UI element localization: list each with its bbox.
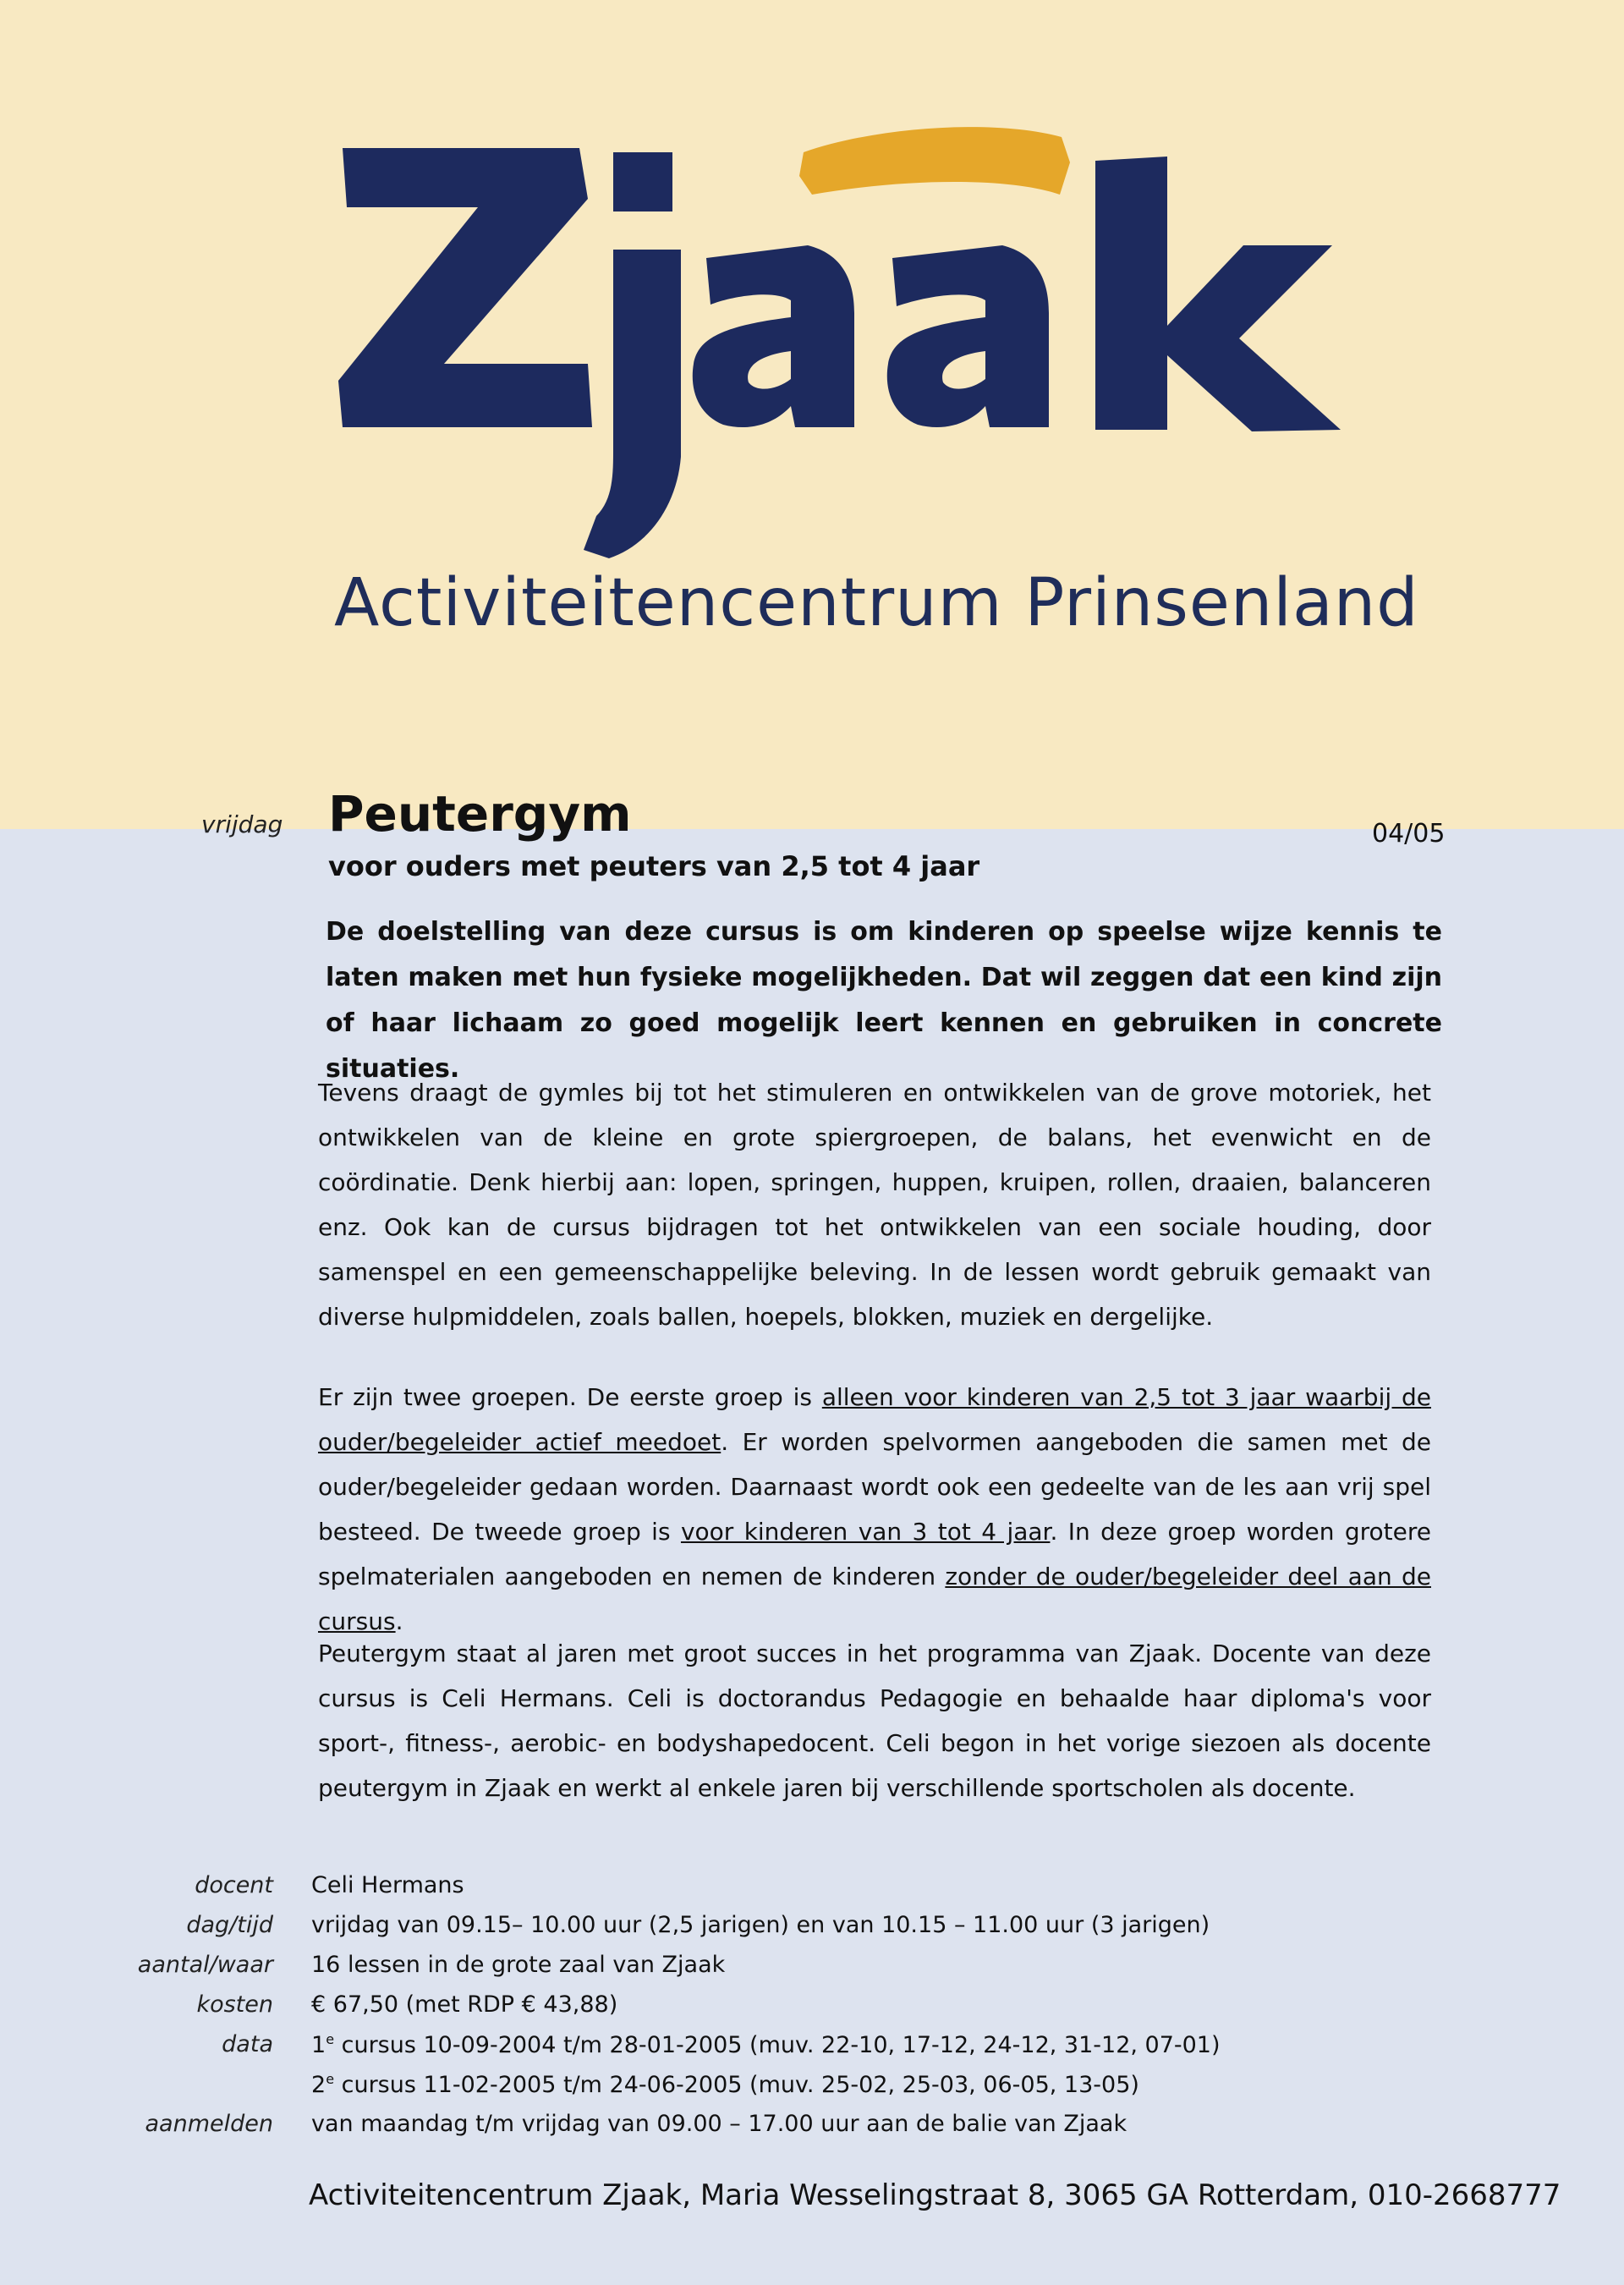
paragraph-groepen: Er zijn twee groepen. De eerste groep is alleen voor kinderen van 2,5 tot 3 jaar waarbij de ouder/begeleider actief meedoet. Er worden spelvormen aangeboden die samen met de ouder/begeleider gedaan worden. Daarnaast wordt ook een gedeelte van de les aan vrij spel besteed. De tweede groep is voor kinderen van 3 tot 4 jaar. In deze groep worden grotere spelmaterialen aangeboden en nemen de kinderen zonder de ouder/begeleider deel aan de cursus. xyxy=(318,1383,1432,1635)
course-details xyxy=(102,1865,1497,2144)
logo-letter-a1 xyxy=(693,245,854,427)
logo-letter-j-dot xyxy=(613,152,672,211)
logo-letter-z xyxy=(338,148,592,427)
season-code: 04/05 xyxy=(1372,819,1446,849)
detail-row-data-2: 2e cursus 11-02-2005 t/m 24-06-2005 (muv. 25-02, 25-03, 06-05, 13-05) xyxy=(311,2070,1139,2098)
course-tagline: voor ouders met peuters van 2,5 tot 4 jaar xyxy=(328,850,980,882)
logo-swoosh xyxy=(799,127,1070,195)
course-title: Peutergym xyxy=(328,785,632,843)
logo-letter-k xyxy=(1095,157,1341,431)
underline-without-parent: zonder de ouder/begeleider deel aan de cursus xyxy=(318,1563,1431,1635)
detail-row-data-1: data 1e cursus 10-09-2004 t/m 28-01-2005 (muv. 22-10, 17-12, 24-12, 31-12, 07-01) xyxy=(222,2030,1221,2058)
detail-row-aanmelden: aanmelden van maandag t/m vrijdag van 09.00 – 17.00 uur aan de balie van Zjaak xyxy=(145,2111,1127,2137)
detail-row-docent: docent Celi Hermans xyxy=(195,1872,464,1898)
logo-letter-a2 xyxy=(887,245,1049,427)
paragraph-docente: Peutergym staat al jaren met groot succes in het programma van Zjaak. Docente van deze cursus is Celi Hermans. Celi is doctorandus Pedagogie en behaalde haar diploma's voor sport-, fitness-, aerobic- en bodyshapedocent. Celi begon in het vorige siezoen als docente peutergym in Zjaak en werkt al enkele jaren bij verschillende sportscholen als docente. xyxy=(318,1640,1431,1802)
underline-group1: alleen voor kinderen van 2,5 tot 3 jaar waarbij de ouder/begeleider actief meedoet xyxy=(318,1383,1431,1456)
zjaak-logo xyxy=(334,110,1518,567)
paragraph-motoriek: Tevens draagt de gymles bij tot het stimuleren en ontwikkelen van de grove motoriek, het ontwikkelen van de kleine en grote spiergroepen, de balans, het evenwicht en de coördinatie. Denk hierbij aan: lopen, springen, huppen, kruipen, rollen, draaien, balanceren enz. Ook kan de cursus bijdragen tot het ontwikkelen van een sociale houding, door samenspel en een gemeenschappelijke beleving. In de lessen wordt gebruik gemaakt van diverse hulpmiddelen, zoals ballen, hoepels, blokken, muziek en dergelijke. xyxy=(318,1079,1431,1331)
center-subtitle: Activiteitencentrum Prinsenland xyxy=(334,565,1419,641)
detail-row-kosten: kosten € 67,50 (met RDP € 43,88) xyxy=(196,1991,618,2018)
course-day: vrijdag xyxy=(201,810,283,838)
underline-group2: voor kinderen van 3 tot 4 jaar xyxy=(680,1518,1051,1546)
detail-row-aantal: aantal/waar 16 lessen in de grote zaal van Zjaak xyxy=(137,1952,726,1978)
intro-paragraph: De doelstelling van deze cursus is om kinderen op speelse wijze kennis te laten maken met hun fysieke mogelijkheden. Dat wil zeggen dat een kind zijn of haar lichaam zo goed mogelijk leert kennen en gebruiken in concrete situaties. xyxy=(326,917,1442,1084)
footer-address: Activiteitencentrum Zjaak, Maria Wesselingstraat 8, 3065 GA Rotterdam, 010-2668777 xyxy=(309,2178,1561,2212)
detail-row-dagtijd: dag/tijd vrijdag van 09.15– 10.00 uur (2,5 jarigen) en van 10.15 – 11.00 uur (3 jarigen) xyxy=(186,1912,1210,1938)
logo-letter-j xyxy=(584,250,681,558)
